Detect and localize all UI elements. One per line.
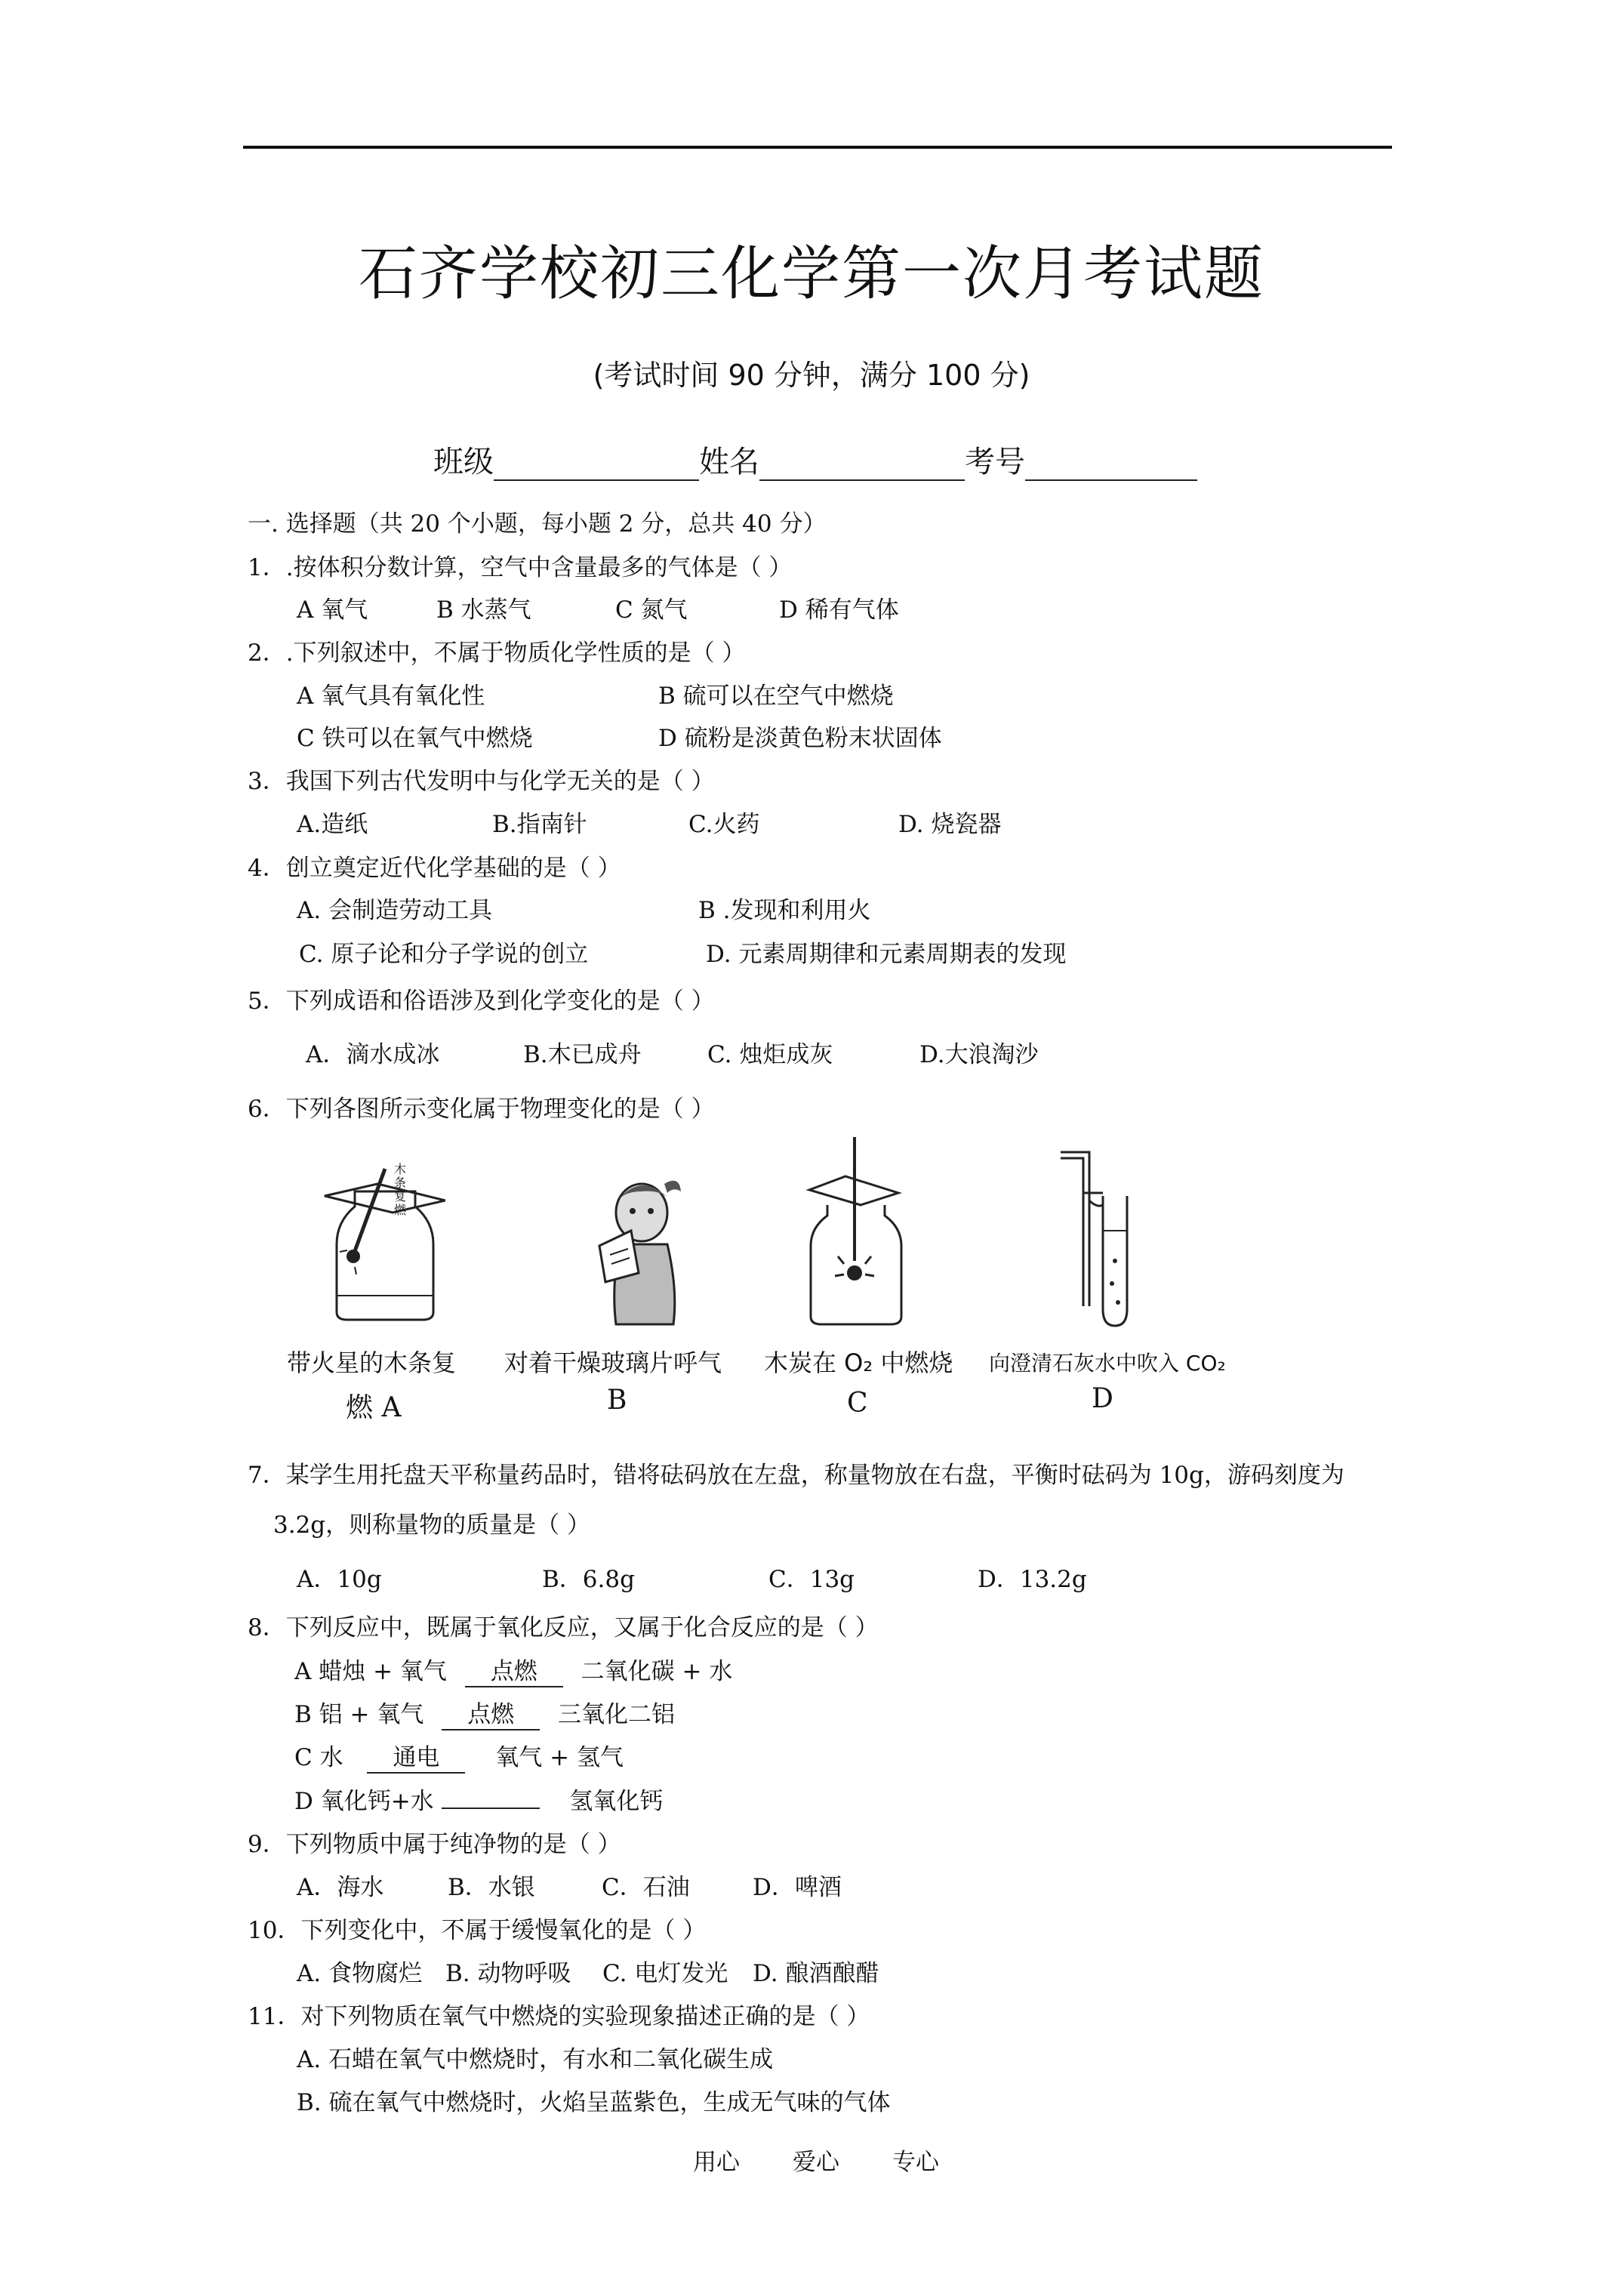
q4-option-d[interactable]: D. 元素周期律和元素周期表的发现 bbox=[706, 941, 1067, 968]
q8-reaction-a[interactable] bbox=[294, 1652, 732, 1687]
q2-option-c[interactable]: C 铁可以在氧气中燃烧 bbox=[297, 725, 533, 752]
q2-option-a[interactable]: A 氧气具有氧化性 bbox=[297, 683, 485, 710]
figure-d-caption: 向澄清石灰水中吹入 CO₂ bbox=[989, 1351, 1226, 1376]
footer-item-3: 专心 bbox=[892, 2149, 939, 2176]
figure-d-letter: D bbox=[1092, 1383, 1113, 1414]
q8b-condition: 点燃 bbox=[442, 1695, 540, 1730]
question-11-stem: 11．对下列物质在氧气中燃烧的实验现象描述正确的是（ ） bbox=[248, 2003, 870, 2030]
figure-c-charcoal-jar bbox=[800, 1133, 906, 1329]
q8c-right: 氧气 + 氢气 bbox=[495, 1744, 624, 1771]
q11-option-b[interactable]: B. 硫在氧气中燃烧时，火焰呈蓝紫色，生成无气味的气体 bbox=[297, 2089, 891, 2116]
q8d-right: 氢氧化钙 bbox=[569, 1788, 664, 1815]
q8d-condition bbox=[442, 1808, 540, 1809]
q8b-left: B 铝 + 氧气 bbox=[294, 1701, 424, 1728]
q9-option-d[interactable]: D．啤酒 bbox=[753, 1874, 842, 1901]
q7-option-b[interactable]: B．6.8g bbox=[542, 1566, 635, 1593]
student-info bbox=[433, 438, 1197, 481]
question-8-stem: 8．下列反应中，既属于氧化反应，又属于化合反应的是（ ） bbox=[248, 1614, 879, 1641]
figure-a-caption: 带火星的木条复 bbox=[287, 1348, 457, 1377]
question-4-stem: 4．创立奠定近代化学基础的是（ ） bbox=[248, 855, 621, 882]
q5-option-d[interactable]: D.大浪淘沙 bbox=[919, 1041, 1039, 1068]
exam-subtitle: (考试时间 90 分钟，满分 100 分) bbox=[593, 359, 1030, 392]
question-2-stem: 2．.下列叙述中，不属于物质化学性质的是（ ） bbox=[248, 639, 746, 667]
q1-option-d[interactable]: D 稀有气体 bbox=[779, 596, 899, 624]
q8b-right: 三氧化二铝 bbox=[558, 1701, 676, 1728]
question-5-stem: 5．下列成语和俗语涉及到化学变化的是（ ） bbox=[248, 988, 715, 1015]
question-10-stem: 10．下列变化中，不属于缓慢氧化的是（ ） bbox=[248, 1917, 707, 1944]
q2-option-d[interactable]: D 硫粉是淡黄色粉末状固体 bbox=[658, 725, 942, 752]
q8c-left: C 水 bbox=[294, 1744, 343, 1771]
q7-option-c[interactable]: C．13g bbox=[768, 1566, 855, 1593]
q9-option-c[interactable]: C．石油 bbox=[602, 1874, 690, 1901]
figure-c-letter: C bbox=[847, 1388, 868, 1419]
id-field[interactable] bbox=[1025, 449, 1197, 481]
q10-option-c[interactable]: C. 电灯发光 bbox=[602, 1960, 728, 1987]
question-7-stem: 7．某学生用托盘天平称量药品时，错将砝码放在左盘，称量物放在右盘，平衡时砝码为 10g，游码刻度为 bbox=[248, 1462, 1344, 1489]
q10-option-a[interactable]: A. 食物腐烂 bbox=[297, 1960, 423, 1987]
q10-option-b[interactable]: B. 动物呼吸 bbox=[445, 1960, 571, 1987]
figure-a-letter: 燃 A bbox=[346, 1392, 402, 1423]
q3-option-d[interactable]: D. 烧瓷器 bbox=[898, 811, 1002, 838]
q5-option-b[interactable]: B.木已成舟 bbox=[523, 1041, 642, 1068]
q1-option-c[interactable]: C 氮气 bbox=[615, 596, 688, 624]
q8a-right: 二氧化碳 + 水 bbox=[581, 1658, 733, 1685]
figure-b-caption: 对着干燥玻璃片呼气 bbox=[504, 1348, 722, 1377]
q3-option-c[interactable]: C.火药 bbox=[688, 811, 760, 838]
id-label: 考号 bbox=[965, 445, 1025, 479]
question-9-stem: 9．下列物质中属于纯净物的是（ ） bbox=[248, 1831, 621, 1858]
q1-option-b[interactable]: B 水蒸气 bbox=[436, 596, 531, 624]
q5-option-a[interactable]: A．滴水成冰 bbox=[306, 1041, 440, 1068]
top-rule bbox=[243, 146, 1392, 149]
q4-option-c[interactable]: C. 原子论和分子学说的创立 bbox=[299, 941, 589, 968]
q1-option-a[interactable]: A 氧气 bbox=[297, 596, 368, 624]
q3-option-a[interactable]: A.造纸 bbox=[297, 811, 368, 838]
figure-c-caption: 木炭在 O₂ 中燃烧 bbox=[764, 1348, 953, 1377]
exam-title: 石齐学校初三化学第一次月考试题 bbox=[358, 240, 1264, 308]
figure-b-girl-breathing bbox=[589, 1176, 687, 1327]
figure-b-letter: B bbox=[607, 1385, 627, 1416]
footer-item-2: 爱心 bbox=[793, 2149, 839, 2176]
question-3-stem: 3．我国下列古代发明中与化学无关的是（ ） bbox=[248, 768, 715, 795]
question-6-stem: 6．下列各图所示变化属于物理变化的是（ ） bbox=[248, 1096, 715, 1123]
q10-option-d[interactable]: D. 酿酒酿醋 bbox=[753, 1960, 879, 1987]
q9-option-a[interactable]: A．海水 bbox=[297, 1874, 384, 1901]
figure-a-jar-splint bbox=[310, 1161, 445, 1327]
section-heading: 一. 选择题（共 20 个小题，每小题 2 分，总共 40 分） bbox=[248, 510, 827, 538]
q8a-condition: 点燃 bbox=[465, 1652, 563, 1687]
figure-d-test-tube bbox=[1053, 1148, 1136, 1329]
q8a-left: A 蜡烛 + 氧气 bbox=[294, 1658, 447, 1685]
q7-option-d[interactable]: D．13.2g bbox=[978, 1566, 1087, 1593]
q2-option-b[interactable]: B 硫可以在空气中燃烧 bbox=[658, 683, 894, 710]
figure-a-label: 木条复燃 bbox=[394, 1162, 407, 1217]
q7-option-a[interactable]: A．10g bbox=[297, 1566, 382, 1593]
q3-option-b[interactable]: B.指南针 bbox=[492, 811, 587, 838]
class-label: 班级 bbox=[433, 445, 494, 479]
class-field[interactable] bbox=[494, 449, 699, 481]
q9-option-b[interactable]: B．水银 bbox=[448, 1874, 535, 1901]
question-7-stem-cont: 3.2g，则称量物的质量是（ ） bbox=[273, 1512, 590, 1539]
q8-reaction-c[interactable] bbox=[294, 1738, 624, 1774]
q8-reaction-d[interactable] bbox=[294, 1782, 663, 1816]
name-label: 姓名 bbox=[699, 445, 759, 479]
q4-option-a[interactable]: A. 会制造劳动工具 bbox=[297, 897, 493, 924]
q11-option-a[interactable]: A. 石蜡在氧气中燃烧时，有水和二氧化碳生成 bbox=[297, 2046, 774, 2073]
name-field[interactable] bbox=[759, 449, 965, 481]
footer-item-1: 用心 bbox=[693, 2149, 740, 2176]
q8-reaction-b[interactable] bbox=[294, 1695, 675, 1730]
q5-option-c[interactable]: C. 烛炬成灰 bbox=[707, 1041, 833, 1068]
question-1-stem: 1．.按体积分数计算，空气中含量最多的气体是（ ） bbox=[248, 554, 793, 581]
q8c-condition: 通电 bbox=[367, 1738, 465, 1774]
q8d-left: D 氧化钙+水 bbox=[294, 1788, 434, 1815]
q4-option-b[interactable]: B .发现和利用火 bbox=[698, 897, 871, 924]
